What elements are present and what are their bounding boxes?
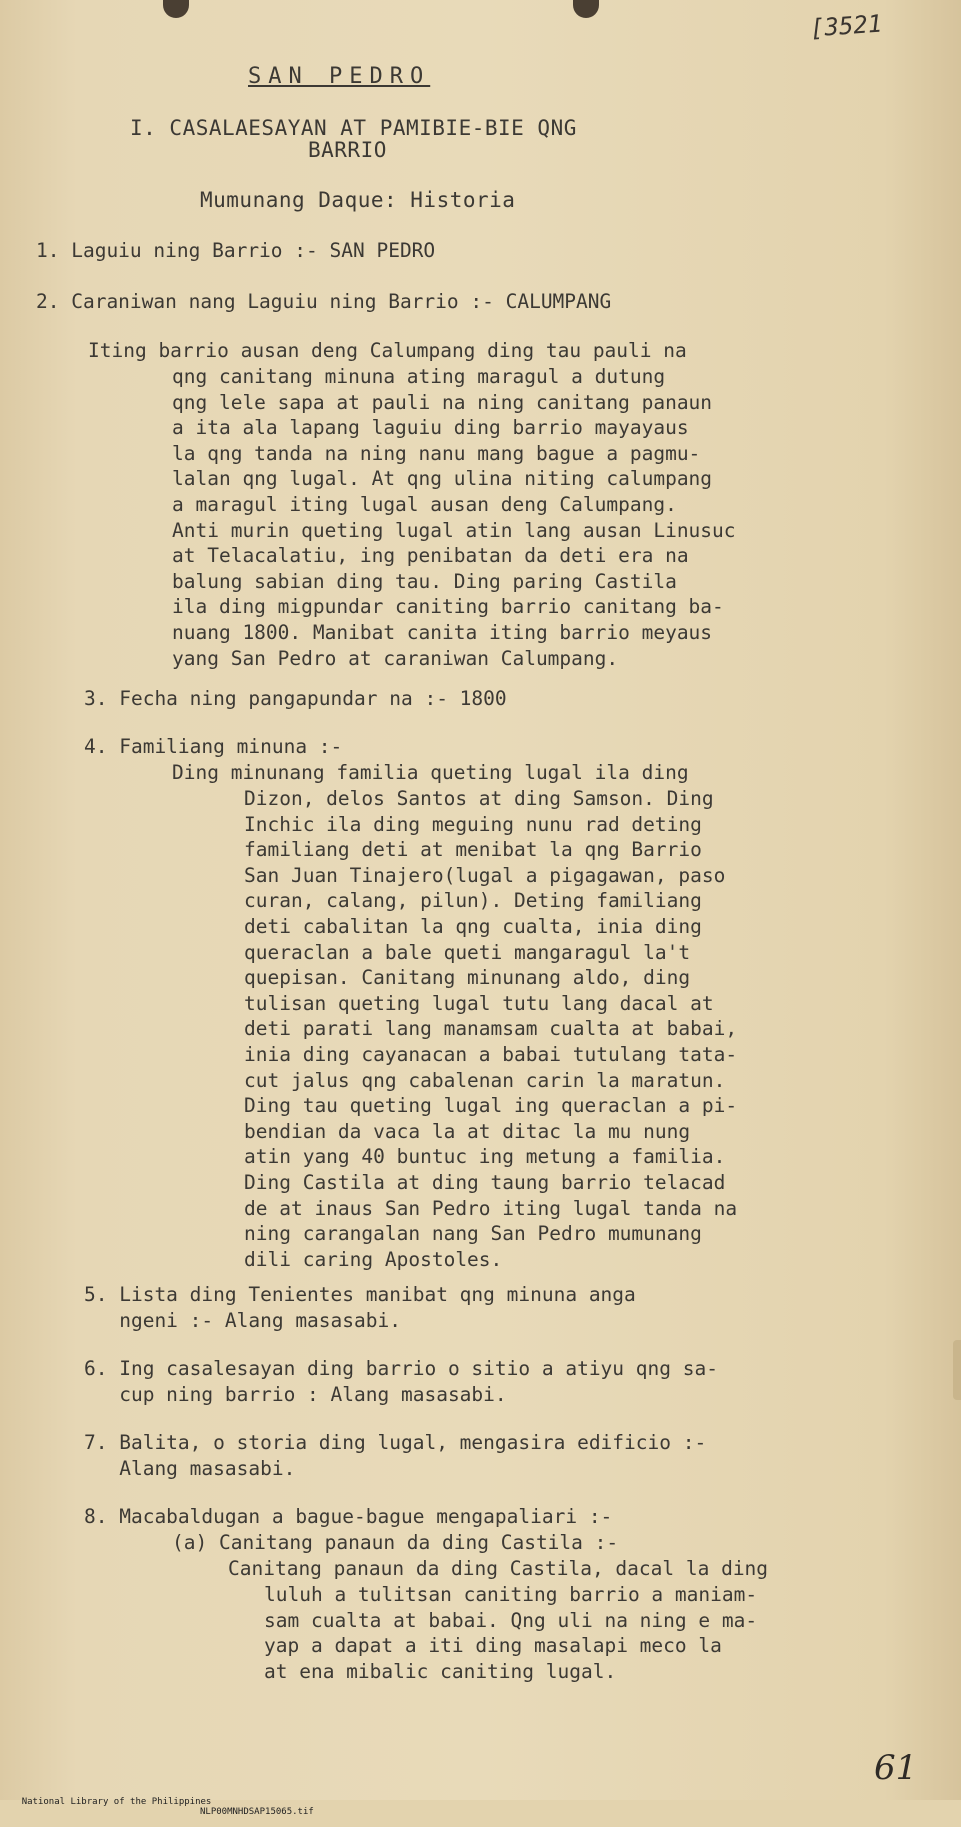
binding-hole bbox=[163, 0, 189, 18]
page-number: 61 bbox=[874, 1748, 918, 1788]
section-heading-continued: BARRIO bbox=[308, 138, 387, 162]
item-3: 3. Fecha ning pangapundar na :- 1800 bbox=[84, 687, 507, 710]
item-2: 2. Caraniwan nang Laguiu ning Barrio :- CALUMPANG bbox=[36, 290, 612, 313]
item-2-paragraph: qng canitang minuna ating maragul a dutung qng lele sapa at pauli na ning canitang panaun a ita ala lapang laguiu ding barrio mayayaus la qng tanda na ning nanu mang bague a pagmu- lalan qng lugal. At qng ulina niting calumpang a maragul iting lugal ausan deng Calumpang. Anti murin queting lugal atin lang ausan Linusuc at Telacalatiu, ing penibatan da deti era na balung sabian ding tau. Ding paring Castila ila ding migpundar caniting barrio canitang ba- nuang 1800. Manibat canita iting barrio meyaus yang San Pedro at caraniwan Calumpang. bbox=[172, 365, 736, 670]
section-heading: I. CASALAESAYAN AT PAMIBIE-BIE QNG bbox=[130, 116, 577, 140]
page-title: SAN PEDRO bbox=[248, 64, 431, 89]
item-1: 1. Laguiu ning Barrio :- SAN PEDRO bbox=[36, 239, 436, 262]
scan-footer bbox=[0, 1787, 314, 1827]
item-5: 5. Lista ding Tenientes manibat qng minuna anga ngeni :- Alang masasabi. bbox=[84, 1283, 636, 1332]
item-7: 7. Balita, o storia ding lugal, mengasira edificio :- Alang masasabi. bbox=[84, 1431, 707, 1480]
paper-edge-mark bbox=[953, 1340, 961, 1400]
item-8: 8. Macabaldugan a bague-bague mengapaliari :- bbox=[84, 1505, 613, 1528]
item-4: 4. Familiang minuna :- bbox=[84, 735, 343, 758]
item-2-paragraph-first-line: Iting barrio ausan deng Calumpang ding tau pauli na bbox=[88, 339, 687, 362]
archive-code: [3521 bbox=[809, 9, 884, 43]
item-6: 6. Ing casalesayan ding barrio o sitio a atiyu qng sa- cup ning barrio : Alang masasabi. bbox=[84, 1357, 718, 1406]
footer-filename: NLP00MNHDSAP15065.tif bbox=[200, 1807, 314, 1817]
item-8a-paragraph-first-line: Canitang panaun da ding Castila, dacal la ding bbox=[228, 1557, 769, 1580]
section-subtitle: Mumunang Daque: Historia bbox=[200, 188, 516, 212]
binding-hole bbox=[573, 0, 599, 18]
item-4-paragraph: Dizon, delos Santos at ding Samson. Ding Inchic ila ding meguing nunu rad deting familiang deti at menibat la qng Barrio San Juan Tinajero(lugal a pigagawan, paso curan, calang, pilun). Deting familiang deti cabalitan la qng cualta, inia ding queraclan a bale queti mangaragul la't quepisan. Canitang minunang aldo, ding tulisan queting lugal tutu lang dacal at deti parati lang manamsam cualta at babai, inia ding cayanacan a babai tutulang tata- cut jalus qng cabalenan carin la maratun. Ding tau queting lugal ing queraclan a pi- bendian da vaca la at ditac la mu nung atin yang 40 buntuc ing metung a familia. Ding Castila at ding taung barrio telacad de at inaus San Pedro iting lugal tanda na ning carangalan nang San Pedro mumunang dili caring Apostoles. bbox=[244, 787, 738, 1271]
item-8a-paragraph: luluh a tulitsan caniting barrio a maniam- sam cualta at babai. Qng uli na ning e ma- yap a dapat a iti ding masalapi meco la at ena mibalic caniting lugal. bbox=[264, 1583, 758, 1683]
footer-library: National Library of the Philippines bbox=[21, 1797, 212, 1807]
item-8a: (a) Canitang panaun da ding Castila :- bbox=[172, 1531, 619, 1554]
item-4-paragraph-first-line: Ding minunang familia queting lugal ila ding bbox=[172, 761, 689, 784]
